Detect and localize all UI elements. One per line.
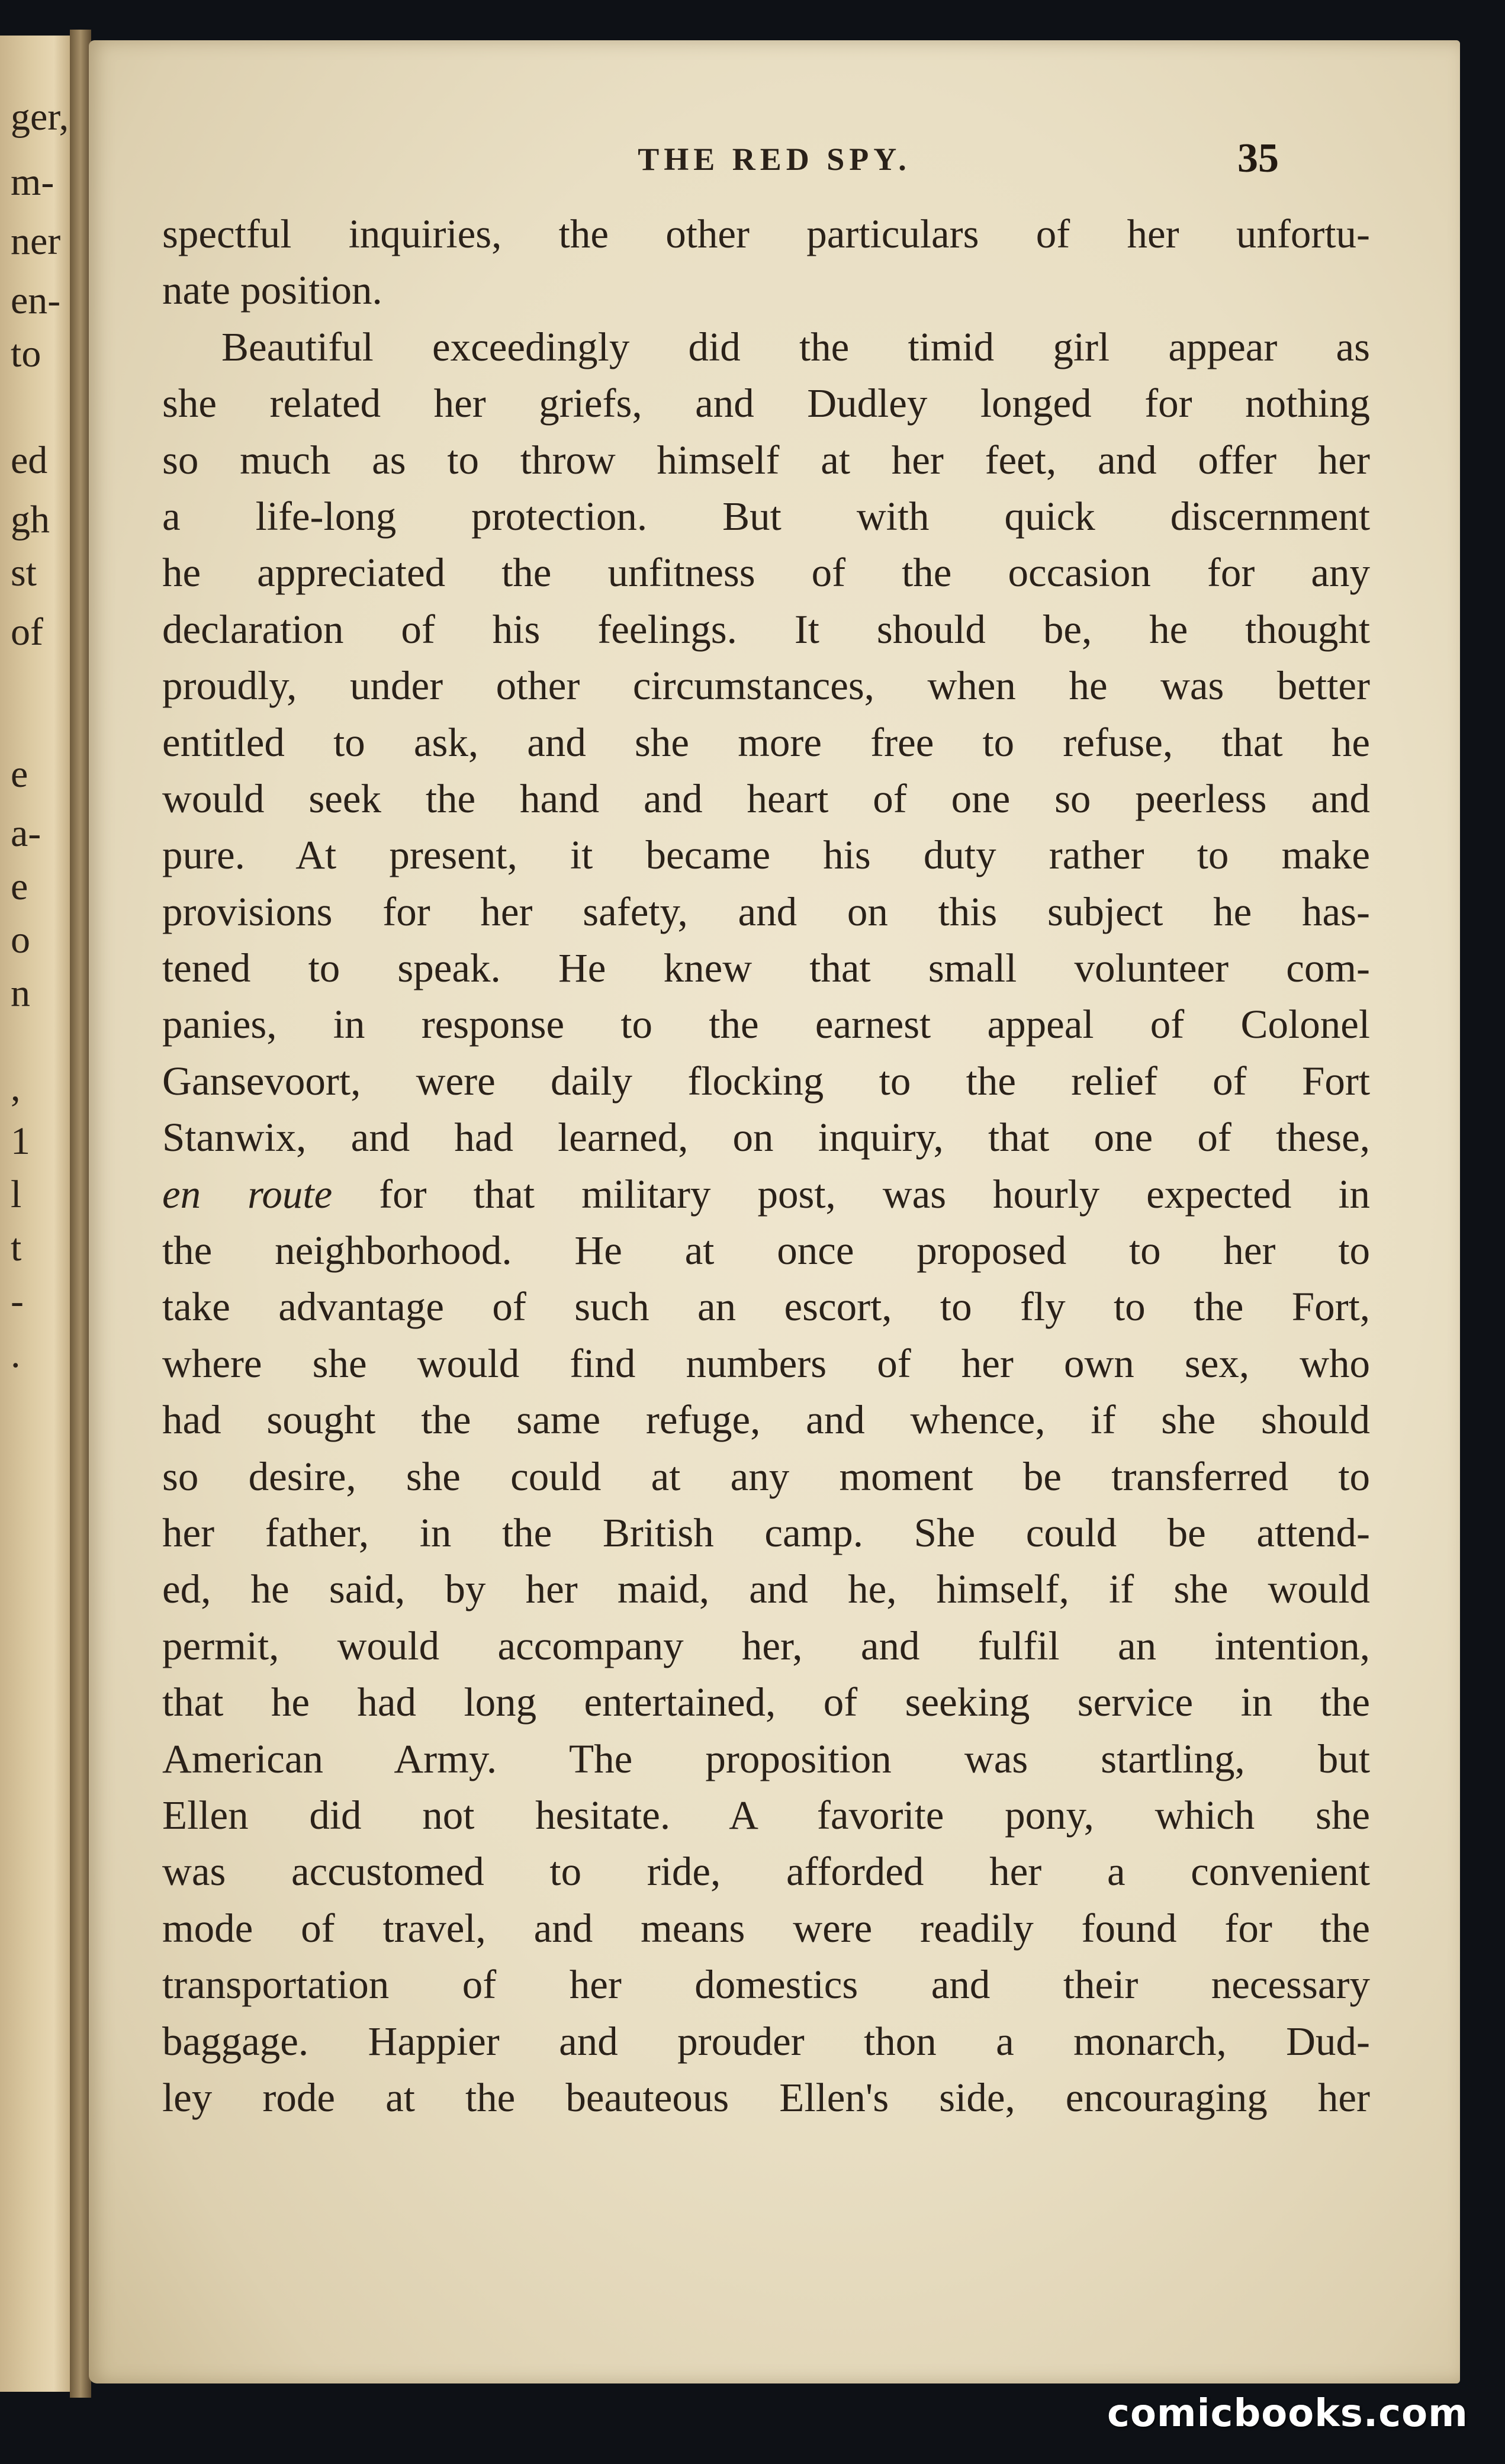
text-line: pure. At present, it became his duty rather to make: [162, 832, 1370, 878]
left-page-fragment: ger,: [11, 95, 69, 139]
text-line: American Army. The proposition was startling, but: [162, 1736, 1370, 1781]
text-line: en route for that military post, was hourly expected in: [162, 1171, 1370, 1217]
running-head: THE RED SPY.: [638, 141, 911, 177]
text-line: she related her griefs, and Dudley longed for nothing: [162, 381, 1370, 426]
text-line: panies, in response to the earnest appeal of Colonel: [162, 1002, 1370, 1047]
text-line: ed, he said, by her maid, and he, himself, if she would: [162, 1566, 1370, 1612]
left-page-fragment: to: [11, 332, 41, 375]
left-page-fragment: m-: [11, 160, 54, 204]
left-page-fragment: en-: [11, 279, 61, 322]
left-page-fragment: a-: [11, 812, 41, 855]
text-line: spectful inquiries, the other particulars of her unfortu-: [162, 211, 1370, 256]
left-page-fragment: n: [11, 972, 30, 1015]
text-line: entitled to ask, and she more free to refuse, that he: [162, 719, 1370, 765]
left-page-fragment: ed: [11, 439, 48, 482]
left-page-fragment: e: [11, 865, 28, 908]
left-page-fragment: .: [11, 1333, 21, 1376]
text-line: Ellen did not hesitate. A favorite pony, which she: [162, 1792, 1370, 1838]
text-line: proudly, under other circumstances, when he was better: [162, 663, 1370, 709]
left-page-fragment: e: [11, 752, 28, 796]
book-page: [89, 40, 1460, 2383]
text-line: where she would find numbers of her own sex, who: [162, 1340, 1370, 1386]
left-page-fragment: ,: [11, 1066, 21, 1109]
text-line: baggage. Happier and prouder thon a monarch, Dud-: [162, 2018, 1370, 2064]
left-page-fragment: ner: [11, 220, 61, 263]
text-line: so desire, she could at any moment be transferred to: [162, 1453, 1370, 1499]
text-line: would seek the hand and heart of one so peerless and: [162, 776, 1370, 821]
text-line: that he had long entertained, of seeking service in the: [162, 1680, 1370, 1725]
text-line: was accustomed to ride, afforded her a convenient: [162, 1849, 1370, 1894]
text-line: nate position.: [162, 268, 382, 313]
text-line: transportation of her domestics and their necessary: [162, 1962, 1370, 2008]
body-text: [162, 206, 1370, 2126]
left-facing-page: [0, 36, 77, 2392]
text-line: declaration of his feelings. It should be, he thought: [162, 606, 1370, 652]
text-line: he appreciated the unfitness of the occasion for any: [162, 550, 1370, 596]
text-line: take advantage of such an escort, to fly to the Fort,: [162, 1284, 1370, 1330]
page-number: 35: [1237, 136, 1279, 181]
text-line: a life-long protection. But with quick discernment: [162, 493, 1370, 539]
watermark: comicbooks.com: [1107, 2392, 1468, 2436]
text-line: had sought the same refuge, and whence, if she should: [162, 1397, 1370, 1443]
left-page-fragment: l: [11, 1173, 22, 1216]
text-line: provisions for her safety, and on this subject he has-: [162, 889, 1370, 934]
text-line: Gansevoort, were daily flocking to the relief of Fort: [162, 1058, 1370, 1104]
book-spine: [70, 30, 91, 2398]
left-page-fragment: t: [11, 1226, 22, 1269]
left-page-fragment: o: [11, 918, 30, 961]
text-line: tened to speak. He knew that small volunteer com-: [162, 945, 1370, 991]
left-page-fragment: 1: [11, 1120, 30, 1163]
text-line: the neighborhood. He at once proposed to her to: [162, 1228, 1370, 1273]
text-line: so much as to throw himself at her feet, and offer her: [162, 437, 1370, 482]
text-line: permit, would accompany her, and fulfil an intention,: [162, 1623, 1370, 1668]
left-page-fragment: st: [11, 551, 37, 594]
text-line: Stanwix, and had learned, on inquiry, that one of these,: [162, 1115, 1370, 1160]
text-line: her father, in the British camp. She could be attend-: [162, 1510, 1370, 1555]
text-line: mode of travel, and means were readily found for the: [162, 1905, 1370, 1951]
text-line: Beautiful exceedingly did the timid girl appear as: [221, 324, 1370, 369]
text-line: ley rode at the beauteous Ellen's side, encouraging her: [162, 2074, 1370, 2120]
left-page-fragment: -: [11, 1279, 24, 1323]
left-page-fragment: of: [11, 610, 43, 654]
left-page-fragment: gh: [11, 498, 50, 541]
